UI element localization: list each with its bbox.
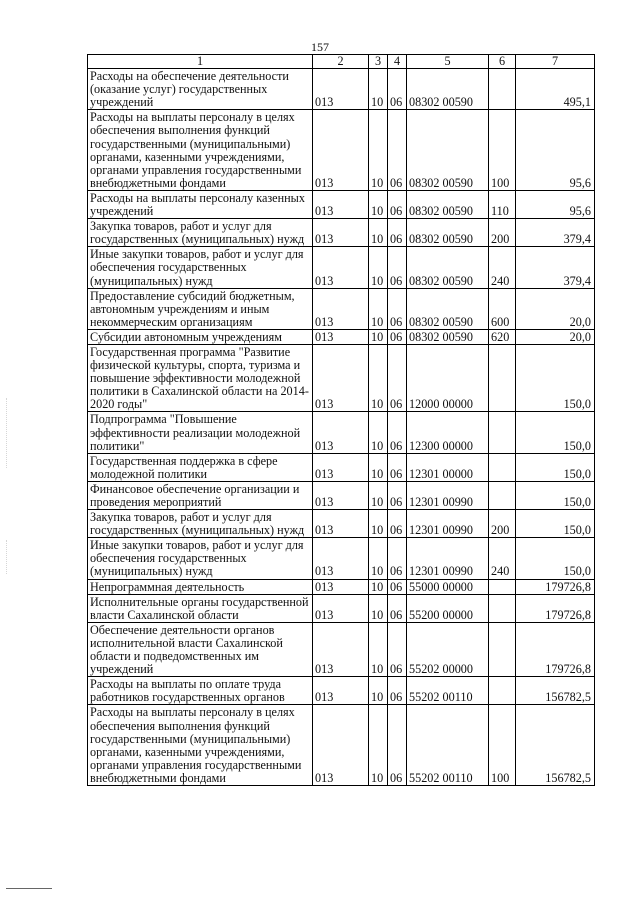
code-cell: 06 xyxy=(388,510,407,538)
table-row xyxy=(88,705,595,786)
row-name-cell: Расходы на выплаты персоналу в целях обеспечения выполнения функций государственными (муниципальными) органами, казенными учреждениями, органами управления государственными внебюджетными фондами xyxy=(88,705,313,786)
row-name-cell: Субсидии автономным учреждениям xyxy=(88,329,313,344)
header-cell: 5 xyxy=(407,55,489,69)
code-cell: 55202 00110 xyxy=(407,677,489,705)
code-cell: 06 xyxy=(388,344,407,411)
table-row xyxy=(88,247,595,288)
code-cell: 200 xyxy=(489,510,516,538)
code-cell: 013 xyxy=(313,69,369,110)
code-cell: 55202 00000 xyxy=(407,622,489,676)
code-cell: 08302 00590 xyxy=(407,190,489,218)
table-row xyxy=(88,219,595,247)
header-cell: 3 xyxy=(369,55,388,69)
code-cell: 10 xyxy=(369,705,388,786)
code-cell: 06 xyxy=(388,110,407,191)
table-row xyxy=(88,538,595,579)
code-cell: 06 xyxy=(388,190,407,218)
code-cell: 10 xyxy=(369,677,388,705)
code-cell: 013 xyxy=(313,329,369,344)
amount-cell: 179726,8 xyxy=(516,579,595,594)
code-cell: 55200 00000 xyxy=(407,594,489,622)
row-name-cell: Иные закупки товаров, работ и услуг для обеспечения государственных (муниципальных) нужд xyxy=(88,538,313,579)
code-cell xyxy=(489,594,516,622)
row-name-cell: Расходы на выплаты по оплате труда работников государственных органов xyxy=(88,677,313,705)
amount-cell: 379,4 xyxy=(516,247,595,288)
code-cell xyxy=(489,622,516,676)
amount-cell: 20,0 xyxy=(516,329,595,344)
code-cell: 013 xyxy=(313,510,369,538)
code-cell: 10 xyxy=(369,69,388,110)
row-name-cell: Расходы на выплаты персоналу казенных учреждений xyxy=(88,190,313,218)
code-cell: 10 xyxy=(369,622,388,676)
code-cell: 06 xyxy=(388,481,407,509)
page-number: 157 xyxy=(311,40,329,54)
code-cell: 013 xyxy=(313,622,369,676)
code-cell: 12000 00000 xyxy=(407,344,489,411)
row-name-cell: Закупка товаров, работ и услуг для государственных (муниципальных) нужд xyxy=(88,219,313,247)
code-cell: 100 xyxy=(489,110,516,191)
code-cell: 013 xyxy=(313,412,369,453)
code-cell: 06 xyxy=(388,247,407,288)
code-cell: 013 xyxy=(313,110,369,191)
code-cell: 06 xyxy=(388,412,407,453)
code-cell: 013 xyxy=(313,453,369,481)
scan-artifact xyxy=(6,540,19,574)
row-name-cell: Исполнительные органы государственной власти Сахалинской области xyxy=(88,594,313,622)
row-name-cell: Обеспечение деятельности органов исполнительной власти Сахалинской области и подведомственных им учреждений xyxy=(88,622,313,676)
code-cell: 12301 00990 xyxy=(407,481,489,509)
amount-cell: 150,0 xyxy=(516,453,595,481)
amount-cell: 379,4 xyxy=(516,219,595,247)
code-cell xyxy=(489,453,516,481)
code-cell: 10 xyxy=(369,412,388,453)
table-row xyxy=(88,190,595,218)
amount-cell: 156782,5 xyxy=(516,705,595,786)
code-cell xyxy=(489,69,516,110)
row-name-cell: Закупка товаров, работ и услуг для государственных (муниципальных) нужд xyxy=(88,510,313,538)
header-cell: 4 xyxy=(388,55,407,69)
table-row xyxy=(88,594,595,622)
table-row xyxy=(88,481,595,509)
code-cell: 10 xyxy=(369,344,388,411)
code-cell: 08302 00590 xyxy=(407,69,489,110)
table-row xyxy=(88,677,595,705)
amount-cell: 150,0 xyxy=(516,481,595,509)
scan-artifact xyxy=(6,398,21,468)
code-cell: 12301 00990 xyxy=(407,538,489,579)
code-cell: 06 xyxy=(388,622,407,676)
code-cell: 08302 00590 xyxy=(407,288,489,329)
code-cell: 100 xyxy=(489,705,516,786)
table-row xyxy=(88,510,595,538)
code-cell: 110 xyxy=(489,190,516,218)
amount-cell: 179726,8 xyxy=(516,594,595,622)
divider-line xyxy=(6,888,52,889)
code-cell: 06 xyxy=(388,453,407,481)
table-row xyxy=(88,69,595,110)
header-cell: 1 xyxy=(88,55,313,69)
table-row xyxy=(88,453,595,481)
code-cell: 10 xyxy=(369,594,388,622)
code-cell: 55000 00000 xyxy=(407,579,489,594)
row-name-cell: Государственная поддержка в сфере молодежной политики xyxy=(88,453,313,481)
code-cell xyxy=(489,677,516,705)
code-cell: 06 xyxy=(388,69,407,110)
code-cell: 12301 00990 xyxy=(407,510,489,538)
code-cell: 06 xyxy=(388,219,407,247)
table-header-row xyxy=(88,55,595,69)
code-cell: 10 xyxy=(369,453,388,481)
code-cell: 013 xyxy=(313,219,369,247)
code-cell: 06 xyxy=(388,594,407,622)
amount-cell: 95,6 xyxy=(516,190,595,218)
table-row xyxy=(88,412,595,453)
code-cell: 06 xyxy=(388,705,407,786)
code-cell: 08302 00590 xyxy=(407,219,489,247)
amount-cell: 150,0 xyxy=(516,538,595,579)
code-cell: 08302 00590 xyxy=(407,110,489,191)
code-cell: 620 xyxy=(489,329,516,344)
code-cell: 08302 00590 xyxy=(407,329,489,344)
code-cell: 06 xyxy=(388,579,407,594)
code-cell: 013 xyxy=(313,538,369,579)
code-cell: 240 xyxy=(489,247,516,288)
code-cell xyxy=(489,579,516,594)
row-name-cell: Предоставление субсидий бюджетным, автономным учреждениям и иным некоммерческим организациям xyxy=(88,288,313,329)
code-cell: 55202 00110 xyxy=(407,705,489,786)
code-cell: 013 xyxy=(313,594,369,622)
code-cell: 10 xyxy=(369,247,388,288)
code-cell: 013 xyxy=(313,481,369,509)
code-cell: 10 xyxy=(369,481,388,509)
table-row xyxy=(88,579,595,594)
code-cell xyxy=(489,344,516,411)
code-cell xyxy=(489,412,516,453)
row-name-cell: Подпрограмма "Повышение эффективности реализации молодежной политики" xyxy=(88,412,313,453)
amount-cell: 150,0 xyxy=(516,344,595,411)
code-cell: 06 xyxy=(388,329,407,344)
code-cell: 10 xyxy=(369,190,388,218)
code-cell: 12300 00000 xyxy=(407,412,489,453)
header-cell: 2 xyxy=(313,55,369,69)
code-cell: 240 xyxy=(489,538,516,579)
code-cell: 10 xyxy=(369,288,388,329)
code-cell: 013 xyxy=(313,705,369,786)
code-cell: 200 xyxy=(489,219,516,247)
code-cell: 013 xyxy=(313,579,369,594)
code-cell: 013 xyxy=(313,677,369,705)
amount-cell: 95,6 xyxy=(516,110,595,191)
table-row xyxy=(88,329,595,344)
budget-table xyxy=(87,54,595,786)
code-cell: 013 xyxy=(313,344,369,411)
amount-cell: 150,0 xyxy=(516,510,595,538)
code-cell: 06 xyxy=(388,677,407,705)
code-cell: 06 xyxy=(388,288,407,329)
amount-cell: 20,0 xyxy=(516,288,595,329)
row-name-cell: Непрограммная деятельность xyxy=(88,579,313,594)
code-cell: 013 xyxy=(313,190,369,218)
code-cell: 013 xyxy=(313,288,369,329)
amount-cell: 179726,8 xyxy=(516,622,595,676)
table-row xyxy=(88,288,595,329)
code-cell: 013 xyxy=(313,247,369,288)
amount-cell: 150,0 xyxy=(516,412,595,453)
code-cell: 08302 00590 xyxy=(407,247,489,288)
code-cell: 06 xyxy=(388,538,407,579)
code-cell xyxy=(489,481,516,509)
code-cell: 10 xyxy=(369,110,388,191)
table-row xyxy=(88,110,595,191)
row-name-cell: Государственная программа "Развитие физической культуры, спорта, туризма и повышение эффективности молодежной политики в Сахалинской области на 2014-2020 годы" xyxy=(88,344,313,411)
amount-cell: 156782,5 xyxy=(516,677,595,705)
code-cell: 600 xyxy=(489,288,516,329)
code-cell: 10 xyxy=(369,219,388,247)
header-cell: 6 xyxy=(489,55,516,69)
row-name-cell: Финансовое обеспечение организации и проведения мероприятий xyxy=(88,481,313,509)
table-row xyxy=(88,622,595,676)
code-cell: 10 xyxy=(369,510,388,538)
amount-cell: 495,1 xyxy=(516,69,595,110)
code-cell: 10 xyxy=(369,329,388,344)
code-cell: 12301 00000 xyxy=(407,453,489,481)
row-name-cell: Иные закупки товаров, работ и услуг для обеспечения государственных (муниципальных) нужд xyxy=(88,247,313,288)
row-name-cell: Расходы на выплаты персоналу в целях обеспечения выполнения функций государственными (муниципальными) органами, казенными учреждениями, органами управления государственными внебюджетными фондами xyxy=(88,110,313,191)
code-cell: 10 xyxy=(369,538,388,579)
row-name-cell: Расходы на обеспечение деятельности (оказание услуг) государственных учреждений xyxy=(88,69,313,110)
header-cell: 7 xyxy=(516,55,595,69)
code-cell: 10 xyxy=(369,579,388,594)
table-row xyxy=(88,344,595,411)
